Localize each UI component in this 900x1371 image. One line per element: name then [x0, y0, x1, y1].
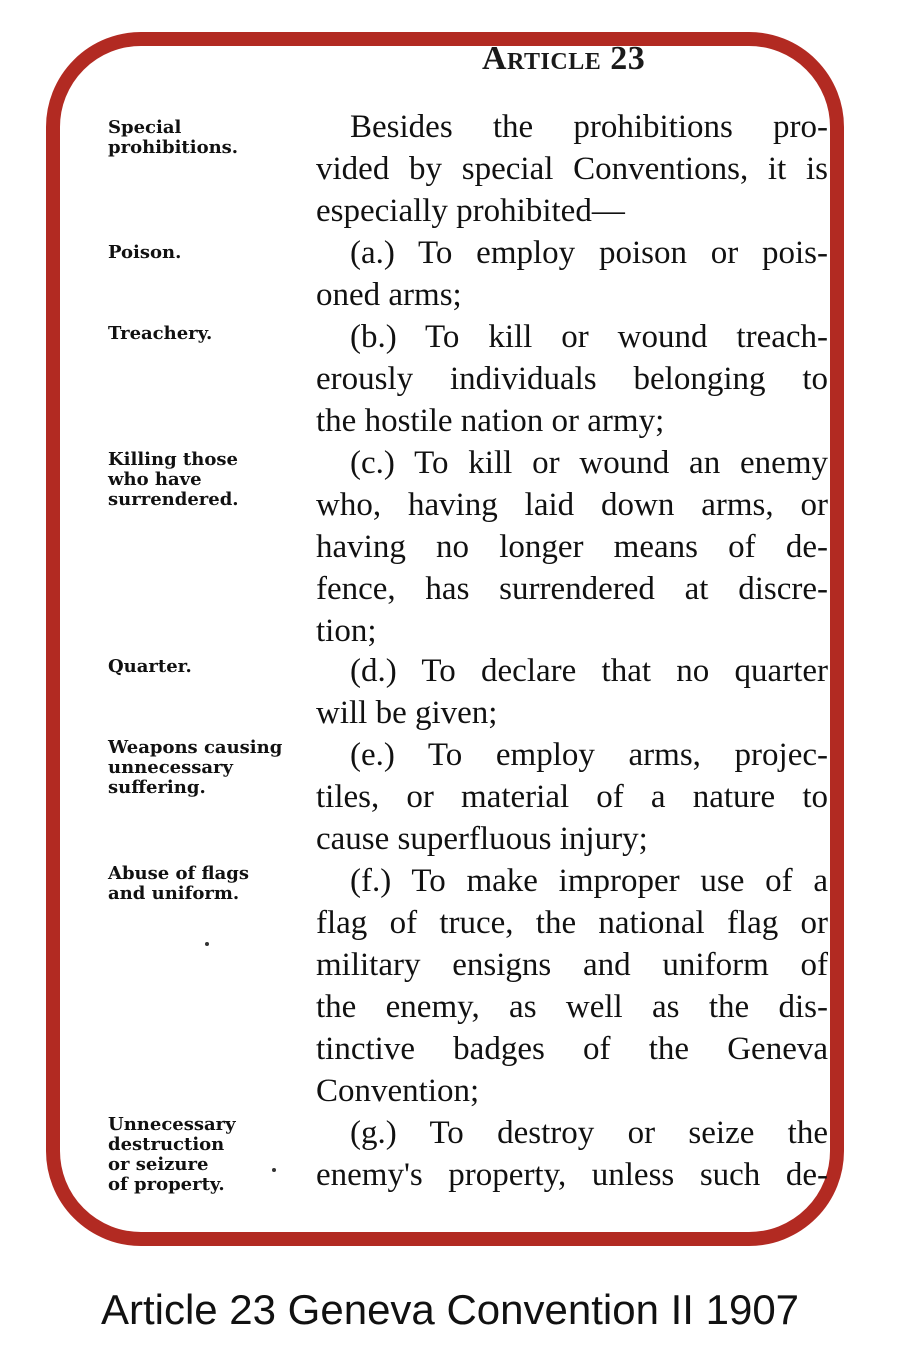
speck-mark — [272, 1168, 276, 1172]
text-line: military ensigns and uniform of — [316, 947, 828, 983]
sidenote-special-prohibitions: Special prohibitions. — [108, 117, 239, 158]
text-line: cause superfluous injury; — [316, 821, 648, 857]
text-line: especially prohibited— — [316, 193, 625, 229]
text-line: (a.) To employ poison or pois- — [350, 235, 828, 271]
sidenote-killing-surrendered: Killing those who have surrendered. — [108, 449, 239, 510]
text-line: (e.) To employ arms, projec- — [350, 737, 828, 773]
sidenote-treachery: Treachery. — [108, 323, 213, 344]
text-line: the hostile nation or army; — [316, 403, 665, 439]
text-line: the enemy, as well as the dis- — [316, 989, 828, 1025]
text-line: tiles, or material of a nature to — [316, 779, 828, 815]
text-line: having no longer means of de- — [316, 529, 828, 565]
text-line: vided by special Conventions, it is — [316, 151, 828, 187]
sidenote-quarter: Quarter. — [108, 656, 192, 677]
speck-mark — [205, 942, 209, 946]
text-line: erously individuals belonging to — [316, 361, 828, 397]
text-line: (d.) To declare that no quarter — [350, 653, 828, 689]
sidenote-weapons-suffering: Weapons causing unnecessary suffering. — [108, 737, 283, 798]
text-line: (b.) To kill or wound treach- — [350, 319, 828, 355]
text-line: tinctive badges of the Geneva — [316, 1031, 828, 1067]
text-line: fence, has surrendered at discre- — [316, 571, 828, 607]
text-line: enemy's property, unless such de- — [316, 1157, 828, 1193]
image-caption: Article 23 Geneva Convention II 1907 — [100, 1286, 800, 1333]
sidenote-abuse-flags: Abuse of flags and uniform. — [108, 863, 249, 904]
article-title: Article 23 — [482, 40, 646, 77]
text-line: will be given; — [316, 695, 498, 731]
sidenote-unnecessary-destruction: Unnecessary destruction or seizure of property. — [108, 1114, 236, 1195]
sidenote-poison: Poison. — [108, 242, 182, 263]
text-line: flag of truce, the national flag or — [316, 905, 828, 941]
text-line: oned arms; — [316, 277, 462, 313]
text-line: (c.) To kill or wound an enemy — [350, 445, 828, 481]
text-line: who, having laid down arms, or — [316, 487, 828, 523]
text-line: (g.) To destroy or seize the — [350, 1115, 828, 1151]
text-line: (f.) To make improper use of a — [350, 863, 828, 899]
text-line: tion; — [316, 613, 377, 649]
text-line: Convention; — [316, 1073, 480, 1109]
text-line: Besides the prohibitions pro- — [350, 109, 828, 145]
